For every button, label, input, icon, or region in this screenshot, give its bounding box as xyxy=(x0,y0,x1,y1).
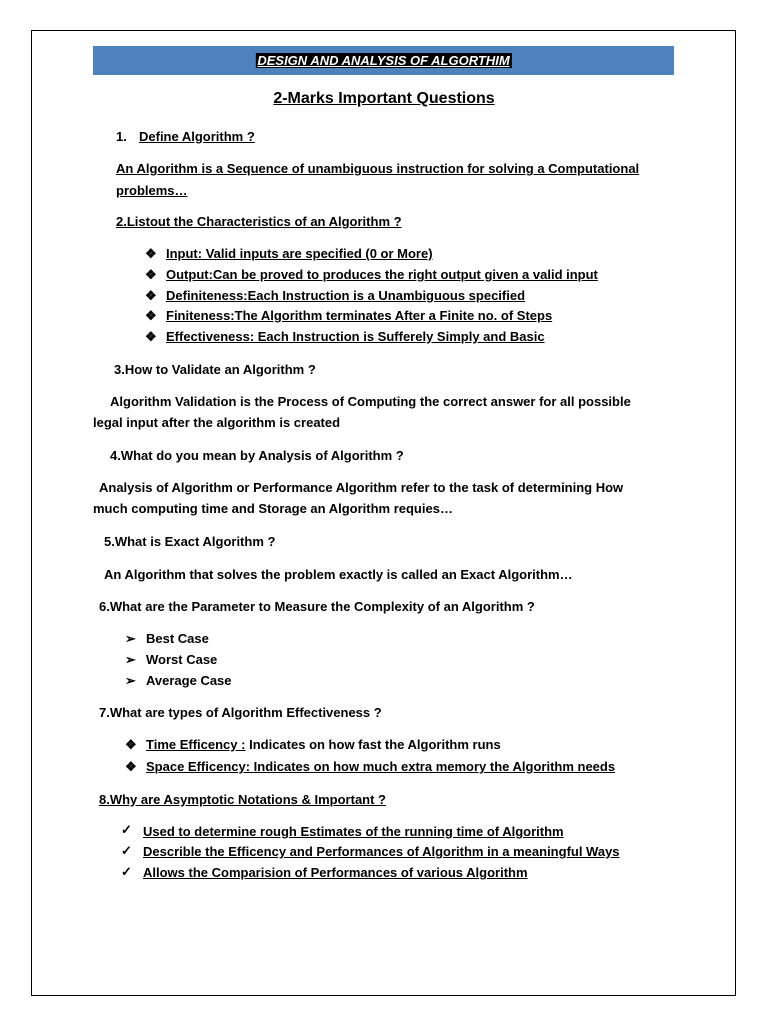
arrow-bullet-icon: ➢ xyxy=(125,631,136,646)
q6-item-2: Worst Case xyxy=(146,652,218,667)
q4-question: 4.What do you mean by Analysis of Algorithm ? xyxy=(110,448,404,463)
diamond-bullet-icon: ❖ xyxy=(145,246,157,261)
q5-question: 5.What is Exact Algorithm ? xyxy=(104,534,276,549)
check-bullet-icon: ✓ xyxy=(121,864,132,879)
q7-item-1 xyxy=(146,737,501,753)
q7-item-1-rest: Indicates on how fast the Algorithm runs xyxy=(245,737,501,752)
q6-item-1: Best Case xyxy=(146,631,209,646)
q7-question: 7.What are types of Algorithm Effectiveness ? xyxy=(99,705,382,720)
q8-item-2: Describle the Efficency and Performances of Algorithm in a meaningful Ways xyxy=(143,844,620,859)
title-banner xyxy=(93,46,674,75)
q5-answer: An Algorithm that solves the problem exactly is called an Exact Algorithm… xyxy=(104,567,573,582)
q3-question: 3.How to Validate an Algorithm ? xyxy=(114,362,316,377)
q1-answer-line2: problems… xyxy=(116,183,188,198)
q1-answer-line1: An Algorithm is a Sequence of unambiguous instruction for solving a Computational xyxy=(116,161,640,176)
diamond-bullet-icon: ❖ xyxy=(145,329,157,344)
q2-item-5: Effectiveness: Each Instruction is Sufferely Simply and Basic xyxy=(166,329,545,344)
q8-item-3: Allows the Comparision of Performances of various Algorithm xyxy=(143,865,528,880)
q1-question: Define Algorithm ? xyxy=(139,129,255,144)
diamond-bullet-icon: ❖ xyxy=(145,288,157,303)
q8-question: 8.Why are Asymptotic Notations & Important ? xyxy=(99,792,386,807)
q4-answer-line2: much computing time and Storage an Algorithm requies… xyxy=(93,501,453,516)
diamond-bullet-icon: ❖ xyxy=(125,737,137,752)
q3-answer-line2: legal input after the algorithm is created xyxy=(93,415,341,430)
q6-item-3: Average Case xyxy=(146,673,232,688)
arrow-bullet-icon: ➢ xyxy=(125,652,136,667)
check-bullet-icon: ✓ xyxy=(121,822,132,837)
q7-item-1-term: Time Efficency xyxy=(146,737,242,752)
banner-title: DESIGN AND ANALYSIS OF ALGORTHIM xyxy=(257,53,510,68)
check-bullet-icon: ✓ xyxy=(121,843,132,858)
q4-answer-line1: Analysis of Algorithm or Performance Algorithm refer to the task of determining How xyxy=(99,480,624,495)
q2-question: 2.Listout the Characteristics of an Algorithm ? xyxy=(116,214,402,229)
q2-item-2: Output:Can be proved to produces the right output given a valid input xyxy=(166,267,598,282)
q7-item-2: Space Efficency: Indicates on how much extra memory the Algorithm needs xyxy=(146,759,616,774)
q2-item-4: Finiteness:The Algorithm terminates After a Finite no. of Steps xyxy=(166,308,553,323)
q7-item-1-separator: : xyxy=(241,737,246,752)
q6-question: 6.What are the Parameter to Measure the Complexity of an Algorithm ? xyxy=(99,599,535,614)
q2-item-3: Definiteness:Each Instruction is a Unambiguous specified xyxy=(166,288,526,303)
arrow-bullet-icon: ➢ xyxy=(125,673,136,688)
page-subtitle: 2-Marks Important Questions xyxy=(273,90,495,107)
q1-number: 1. xyxy=(116,129,127,144)
diamond-bullet-icon: ❖ xyxy=(145,267,157,282)
diamond-bullet-icon: ❖ xyxy=(125,759,137,774)
diamond-bullet-icon: ❖ xyxy=(145,308,157,323)
q3-answer-line1: Algorithm Validation is the Process of Computing the correct answer for all possible xyxy=(110,394,631,409)
q8-item-1: Used to determine rough Estimates of the running time of Algorithm xyxy=(143,824,564,839)
q2-item-1: Input: Valid inputs are specified (0 or More) xyxy=(166,246,433,261)
